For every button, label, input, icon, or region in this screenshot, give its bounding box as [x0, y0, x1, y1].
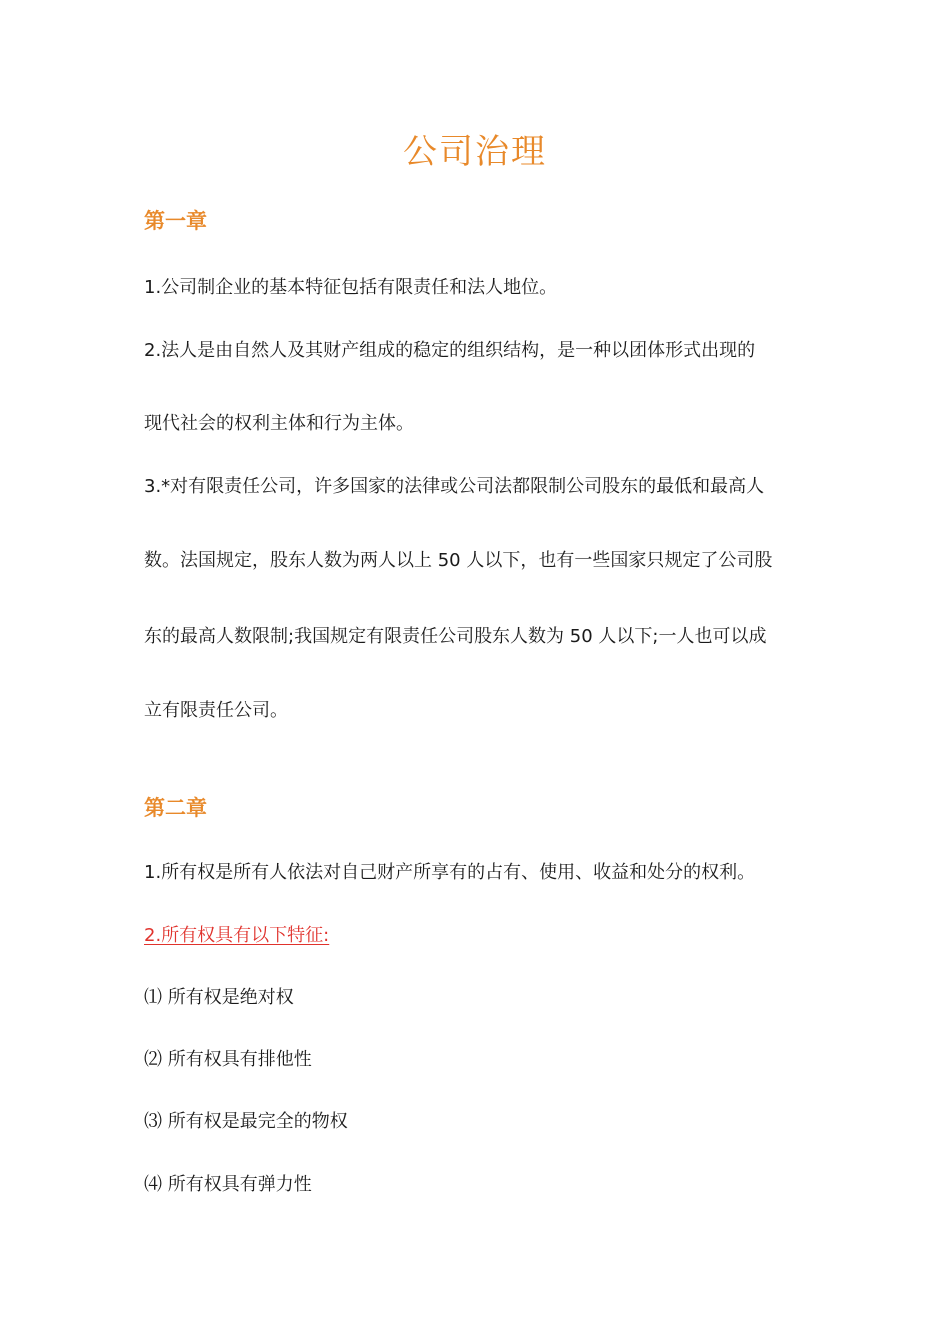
- feature-item-4: ⑷ 所有权具有弹力性: [144, 1174, 312, 1195]
- feature-item-2: ⑵ 所有权具有排他性: [144, 1049, 312, 1070]
- chapter-2-line-1: 1.所有权是所有人依法对自己财产所享有的占有、使用、收益和处分的权利。: [144, 862, 756, 883]
- chapter-1-line-5: 数。法国规定，股东人数为两人以上 50 人以下，也有一些国家只规定了公司股: [144, 550, 773, 571]
- feature-item-3: ⑶ 所有权是最完全的物权: [144, 1111, 348, 1132]
- document-title: 公司治理: [403, 132, 547, 172]
- chapter-2-line-2-highlight: 2.所有权具有以下特征:: [144, 925, 330, 946]
- feature-item-1: ⑴ 所有权是绝对权: [144, 987, 294, 1008]
- chapter-1-line-4: 3.*对有限责任公司，许多国家的法律或公司法都限制公司股东的最低和最高人: [144, 476, 765, 497]
- chapter-1-heading: 第一章: [144, 209, 207, 233]
- chapter-1-line-2: 2.法人是由自然人及其财产组成的稳定的组织结构，是一种以团体形式出现的: [144, 340, 756, 361]
- chapter-1-line-7: 立有限责任公司。: [144, 700, 288, 721]
- chapter-2-heading: 第二章: [144, 796, 207, 820]
- chapter-1-line-1: 1.公司制企业的基本特征包括有限责任和法人地位。: [144, 277, 558, 298]
- chapter-1-line-6: 东的最高人数限制;我国规定有限责任公司股东人数为 50 人以下;一人也可以成: [144, 626, 767, 647]
- chapter-1-line-3: 现代社会的权利主体和行为主体。: [144, 413, 414, 434]
